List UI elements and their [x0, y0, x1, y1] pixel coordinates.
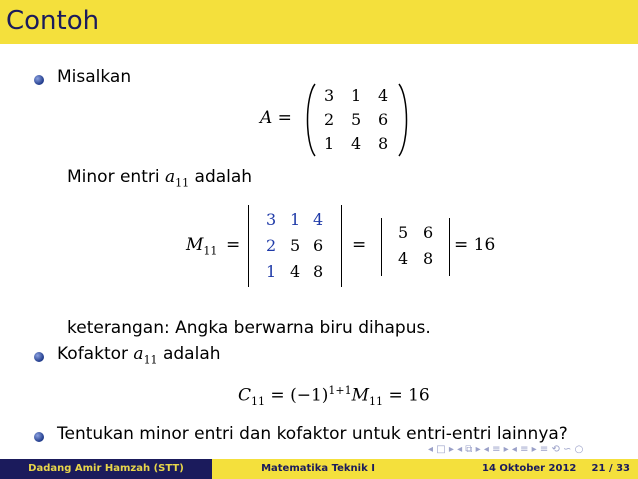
cofactor-mid: = (−1) — [270, 385, 329, 406]
nav-sub-next-icon[interactable]: ▸ — [503, 444, 509, 455]
nav-next-icon[interactable]: ▸ — [448, 444, 454, 455]
minor-line — [67, 167, 252, 189]
matrix-a-right-paren — [396, 82, 412, 158]
minor-left-bar — [381, 218, 382, 276]
bullet-1-text: Misalkan — [57, 67, 132, 87]
cofactor-m-sub: 11 — [369, 395, 384, 409]
bullet-2-post: adalah — [162, 344, 221, 364]
nav-fit-icon[interactable]: ○ — [574, 444, 584, 455]
matrix-a-cell: 4 — [351, 134, 362, 153]
matrix-a-cell: 3 — [324, 86, 335, 105]
m11-cell: 5 — [290, 236, 301, 255]
m11-cell: 2 — [266, 236, 277, 255]
nav-align-icon[interactable]: ≡ — [539, 444, 549, 455]
footer-author: Dadang Amir Hamzah (STT) — [28, 463, 184, 474]
matrix-a-label: A = — [260, 108, 292, 128]
nav-search-icon[interactable]: ⟲ — [551, 444, 560, 455]
minor-cell: 4 — [398, 249, 409, 268]
minor-cell: 6 — [423, 223, 434, 242]
minor-text-pre: Minor entri — [67, 167, 160, 187]
minor-sub: 11 — [175, 176, 190, 190]
m11-cell: 1 — [266, 262, 277, 281]
footer-date-panel — [424, 459, 638, 479]
nav-prev-icon[interactable]: ◂ — [428, 444, 434, 455]
bullet-2-sym: a — [133, 344, 144, 364]
m11-cell: 1 — [290, 210, 301, 229]
matrix-a-left-paren — [302, 82, 318, 158]
footer-author-panel — [0, 459, 212, 479]
slide-title: Contoh — [6, 6, 100, 36]
nav-sub-prev-icon[interactable]: ◂ — [483, 444, 489, 455]
nav-doc-next-icon[interactable]: ▸ — [531, 444, 537, 455]
bullet-1-icon — [34, 75, 44, 85]
m11-left-bar — [248, 205, 249, 287]
m11-cell: 4 — [290, 262, 301, 281]
minor-cell: 5 — [398, 223, 409, 242]
matrix-a-cell: 5 — [351, 110, 362, 129]
minor-text-post: adalah — [194, 167, 253, 187]
cofactor-lhs-sub: 11 — [251, 395, 266, 409]
nav-section-prev-icon[interactable]: ◂ — [457, 444, 463, 455]
cofactor-rhs: = 16 — [388, 385, 430, 406]
matrix-a-cell: 2 — [324, 110, 335, 129]
m11-eq: = — [226, 235, 241, 255]
bullet-2-line — [57, 344, 221, 366]
m11-result: = 16 — [454, 235, 496, 255]
bullet-2-icon — [34, 352, 44, 362]
nav-section-next-icon[interactable]: ▸ — [475, 444, 481, 455]
note-text: keterangan: Angka berwarna biru dihapus. — [67, 318, 431, 338]
footer-course: Matematika Teknik I — [261, 463, 375, 474]
bullet-3-icon — [34, 432, 44, 442]
nav-doc-icon[interactable]: ≡ — [520, 444, 529, 455]
cofactor-exp: 1+1 — [328, 384, 352, 397]
matrix-a-cell: 4 — [378, 86, 389, 105]
matrix-a-cell: 1 — [324, 134, 335, 153]
cofactor-equation — [238, 384, 430, 408]
nav-sub-icon[interactable]: ≡ — [492, 444, 501, 455]
m11-cell: 3 — [266, 210, 277, 229]
cofactor-m: M — [351, 385, 370, 406]
minor-right-bar — [449, 218, 450, 276]
nav-zoom-icon[interactable]: ∽ — [563, 444, 572, 455]
nav-frame-icon[interactable]: □ — [436, 444, 446, 455]
minor-sym: a — [164, 167, 176, 187]
cofactor-lhs: C — [238, 385, 252, 406]
footer-date: 14 Oktober 2012 — [482, 463, 577, 474]
bullet-3-text: Tentukan minor entri dan kofaktor untuk entri-entri lainnya? — [57, 424, 568, 444]
m11-cell: 4 — [313, 210, 324, 229]
bullet-2-sub: 11 — [143, 353, 158, 367]
minor-cell: 8 — [423, 249, 434, 268]
m11-cell: 6 — [313, 236, 324, 255]
footer-page: 21 / 33 — [591, 463, 630, 474]
matrix-a-cell: 6 — [378, 110, 389, 129]
m11-label: $M_{11}$ — [186, 235, 218, 258]
m11-right-bar — [341, 205, 342, 287]
matrix-a-cell: 8 — [378, 134, 389, 153]
m11-cell: 8 — [313, 262, 324, 281]
nav-section-icon[interactable]: ⧉ — [465, 444, 473, 455]
footer-course-panel — [212, 459, 424, 479]
navigation-symbols[interactable] — [428, 444, 583, 455]
m11-eq2: = — [352, 235, 367, 255]
matrix-a-cell: 1 — [351, 86, 362, 105]
nav-doc-prev-icon[interactable]: ◂ — [511, 444, 517, 455]
bullet-2-pre: Kofaktor — [57, 344, 129, 364]
